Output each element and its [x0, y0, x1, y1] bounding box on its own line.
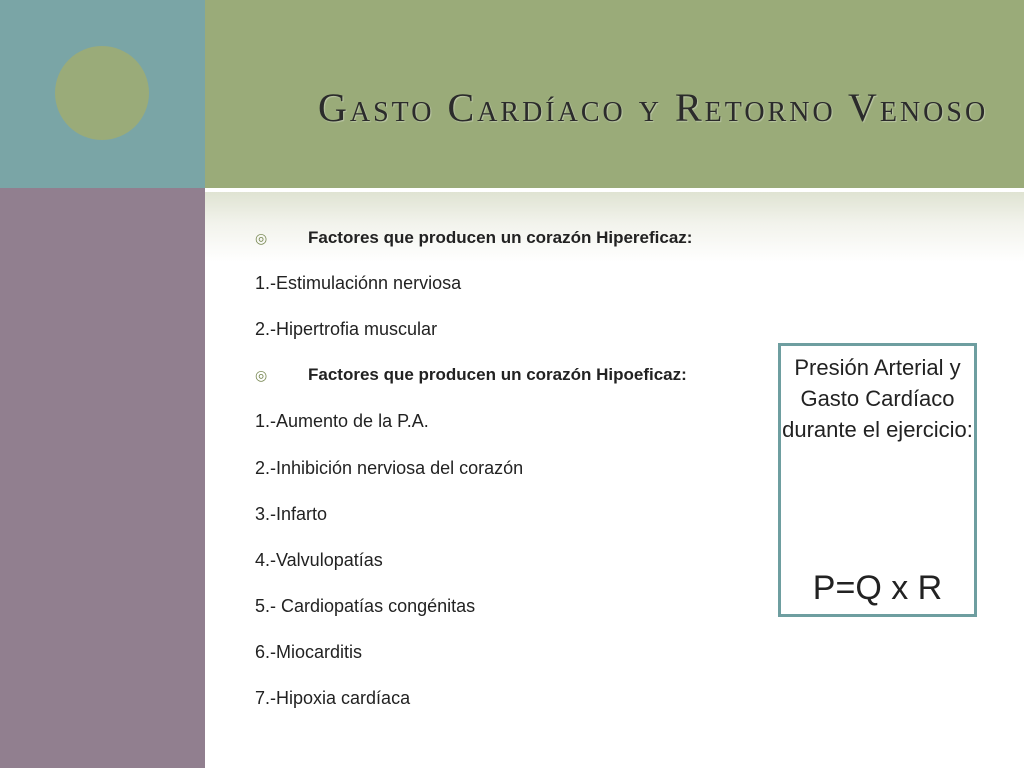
list-item: 1.-Aumento de la P.A. [255, 411, 429, 431]
target-bullet-icon: ◎ [255, 230, 268, 246]
callout-text: Presión Arterial y Gasto Cardíaco durante el ejercicio: [782, 355, 973, 442]
left-sidebar-block [0, 188, 205, 768]
list-item: 3.-Infarto [255, 504, 328, 524]
bullet-text: Factores que producen un corazón Hipoeficaz: [308, 365, 687, 384]
list-item: 2.-Hipertrofia muscular [255, 319, 438, 339]
list-item: 7.-Hipoxia cardíaca [255, 688, 411, 708]
slide-title: Gasto Cardíaco y Retorno Venoso [318, 85, 989, 130]
target-bullet-icon: ◎ [255, 367, 268, 383]
list-item: 2.-Inhibición nerviosa del corazón [255, 458, 524, 478]
bullet-text: Factores que producen un corazón Hipereficaz: [308, 228, 693, 247]
callout-formula: P=Q x R [812, 569, 943, 607]
list-item: 1.-Estimulaciónn nerviosa [255, 273, 462, 293]
decorative-circle [55, 46, 149, 140]
formula-callout-box [778, 343, 977, 617]
list-item: 5.- Cardiopatías congénitas [255, 596, 476, 616]
list-item: 6.-Miocarditis [255, 642, 363, 662]
list-item: 4.-Valvulopatías [255, 550, 383, 570]
